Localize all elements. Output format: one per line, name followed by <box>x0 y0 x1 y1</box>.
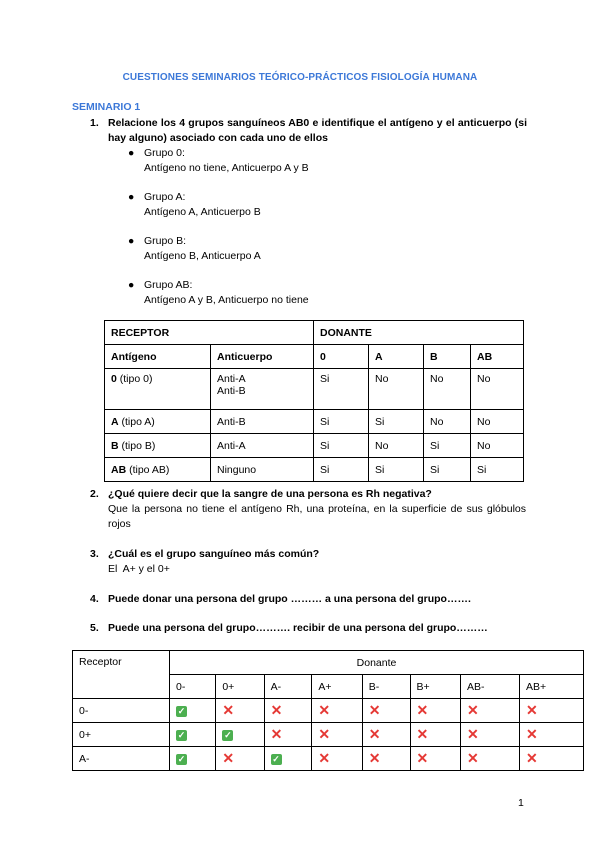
receptor-label: A- <box>73 747 170 771</box>
bullet-icon: ● <box>128 279 135 291</box>
table-cell: Si <box>314 458 369 482</box>
antigen-cell: AB (tipo AB) <box>105 458 211 482</box>
list-item <box>128 234 261 264</box>
list-item <box>128 190 261 220</box>
donante-header: Donante <box>170 651 584 675</box>
column-header: A <box>369 345 424 369</box>
question-text: Relacione los 4 grupos sanguíneos AB0 e identifique el antígeno y el anticuerpo (si hay alguno) asociado con cada uno de ellos <box>108 117 527 144</box>
incompatible-cell <box>264 723 312 747</box>
table-cell: No <box>424 410 471 434</box>
column-header: B <box>424 345 471 369</box>
donor-column-header: AB+ <box>519 675 583 699</box>
question-number: 2. <box>90 488 99 500</box>
list-item <box>128 146 309 176</box>
check-icon: ✓ <box>177 705 186 716</box>
donor-column-header: A+ <box>312 675 362 699</box>
compatible-cell <box>170 747 216 771</box>
cross-icon: ✕ <box>368 750 381 766</box>
bullet-icon: ● <box>128 147 135 159</box>
receptor-label: 0- <box>73 699 170 723</box>
table-row <box>105 369 524 410</box>
antibody-cell: Ninguno <box>211 458 314 482</box>
table-cell: Si <box>314 369 369 410</box>
incompatible-cell <box>461 699 520 723</box>
cross-icon: ✕ <box>318 750 331 766</box>
compatible-cell <box>170 699 216 723</box>
incompatible-cell <box>461 747 520 771</box>
bullet-icon: ● <box>128 191 135 203</box>
cross-icon: ✕ <box>416 726 429 742</box>
table-cell: Si <box>314 410 369 434</box>
check-icon: ✓ <box>177 729 186 740</box>
cross-icon: ✕ <box>467 702 479 718</box>
donor-column-header: 0- <box>170 675 216 699</box>
check-icon: ✓ <box>177 753 186 764</box>
column-header: Anticuerpo <box>211 345 314 369</box>
incompatible-cell <box>264 699 312 723</box>
table-cell: No <box>471 434 524 458</box>
table-cell: Si <box>471 458 524 482</box>
question-number: 5. <box>90 622 99 634</box>
cross-icon: ✕ <box>222 750 235 766</box>
question-1 <box>90 116 527 146</box>
table-cell: No <box>471 410 524 434</box>
incompatible-cell <box>410 747 460 771</box>
incompatible-cell <box>410 723 460 747</box>
cross-icon: ✕ <box>416 750 429 766</box>
group-desc: Antígeno no tiene, Anticuerpo A y B <box>144 162 309 174</box>
antigen-cell: B (tipo B) <box>105 434 211 458</box>
table-row <box>73 723 584 747</box>
table-row <box>105 434 524 458</box>
table-cell: Si <box>369 458 424 482</box>
group-desc: Antígeno A y B, Anticuerpo no tiene <box>144 294 309 306</box>
incompatible-cell <box>216 747 264 771</box>
bullet-icon: ● <box>128 235 135 247</box>
cross-icon: ✕ <box>525 750 538 766</box>
receptor-header: RECEPTOR <box>105 321 314 345</box>
incompatible-cell <box>312 699 362 723</box>
incompatible-cell <box>519 723 583 747</box>
question-text: ¿Qué quiere decir que la sangre de una persona es Rh negativa? <box>108 488 432 500</box>
cross-icon: ✕ <box>270 726 283 742</box>
table-cell: No <box>471 369 524 410</box>
table-cell: Si <box>369 410 424 434</box>
incompatible-cell <box>312 747 362 771</box>
cross-icon: ✕ <box>270 702 283 718</box>
table-row <box>73 699 584 723</box>
check-icon: ✓ <box>224 729 232 740</box>
incompatible-cell <box>519 699 583 723</box>
incompatible-cell <box>362 723 410 747</box>
column-header: 0 <box>314 345 369 369</box>
cross-icon: ✕ <box>222 702 235 718</box>
compatible-cell <box>170 723 216 747</box>
question-4 <box>90 592 527 607</box>
incompatible-cell <box>362 699 410 723</box>
receptor-label: 0+ <box>73 723 170 747</box>
cross-icon: ✕ <box>368 726 381 742</box>
answer-3: El A+ y el 0+ <box>108 563 170 575</box>
compatibility-table-rh <box>72 650 584 771</box>
incompatible-cell <box>519 747 583 771</box>
group-name: Grupo 0: <box>144 147 185 159</box>
antibody-cell: Anti-A Anti-B <box>211 369 314 410</box>
question-number: 3. <box>90 548 99 560</box>
cross-icon: ✕ <box>467 726 479 742</box>
incompatible-cell <box>461 723 520 747</box>
donor-column-header: AB- <box>461 675 520 699</box>
table-row <box>105 410 524 434</box>
table-cell: Si <box>424 434 471 458</box>
cross-icon: ✕ <box>416 702 429 718</box>
group-desc: Antígeno A, Anticuerpo B <box>144 206 261 218</box>
column-header: AB <box>471 345 524 369</box>
group-name: Grupo AB: <box>144 279 193 291</box>
question-number: 1. <box>90 117 99 129</box>
compatible-cell <box>264 747 312 771</box>
receptor-header: Receptor <box>73 651 170 699</box>
cross-icon: ✕ <box>368 702 381 718</box>
antigen-cell: 0 (tipo 0) <box>105 369 211 410</box>
group-name: Grupo A: <box>144 191 186 203</box>
question-2 <box>90 487 527 502</box>
cross-icon: ✕ <box>525 726 538 742</box>
compatible-cell <box>216 723 264 747</box>
list-item <box>128 278 309 308</box>
answer-2: Que la persona no tiene el antígeno Rh, una proteína, en la superficie de sus glóbulos rojos <box>108 503 526 530</box>
antibody-cell: Anti-A <box>211 434 314 458</box>
group-desc: Antígeno B, Anticuerpo A <box>144 250 261 262</box>
table-cell: No <box>369 434 424 458</box>
incompatible-cell <box>312 723 362 747</box>
question-text: Puede donar una persona del grupo ……… a una persona del grupo……. <box>108 593 471 605</box>
seminar-heading: SEMINARIO 1 <box>72 101 141 113</box>
donante-header: DONANTE <box>314 321 524 345</box>
compatibility-table-abo <box>104 320 524 482</box>
table-row <box>73 747 584 771</box>
page-number: 1 <box>518 797 524 809</box>
table-cell: Si <box>424 458 471 482</box>
table-row <box>105 458 524 482</box>
incompatible-cell <box>216 699 264 723</box>
cross-icon: ✕ <box>318 726 331 742</box>
table-cell: No <box>424 369 471 410</box>
donor-column-header: 0+ <box>216 675 264 699</box>
cross-icon: ✕ <box>467 750 479 766</box>
question-3 <box>90 547 527 562</box>
donor-column-header: B- <box>362 675 410 699</box>
document-title: CUESTIONES SEMINARIOS TEÓRICO-PRÁCTICOS FISIOLOGÍA HUMANA <box>122 72 478 83</box>
donor-column-header: A- <box>264 675 312 699</box>
question-text: ¿Cuál es el grupo sanguíneo más común? <box>108 548 320 560</box>
donor-column-header: B+ <box>410 675 460 699</box>
incompatible-cell <box>362 747 410 771</box>
check-icon: ✓ <box>272 753 280 764</box>
incompatible-cell <box>410 699 460 723</box>
cross-icon: ✕ <box>525 702 538 718</box>
antigen-cell: A (tipo A) <box>105 410 211 434</box>
question-number: 4. <box>90 593 99 605</box>
table-cell: No <box>369 369 424 410</box>
cross-icon: ✕ <box>318 702 331 718</box>
question-5 <box>90 621 527 636</box>
antibody-cell: Anti-B <box>211 410 314 434</box>
question-text: Puede una persona del grupo………. recibir de una persona del grupo……… <box>108 622 488 634</box>
table-cell: Si <box>314 434 369 458</box>
column-header: Antígeno <box>105 345 211 369</box>
group-name: Grupo B: <box>144 235 187 247</box>
